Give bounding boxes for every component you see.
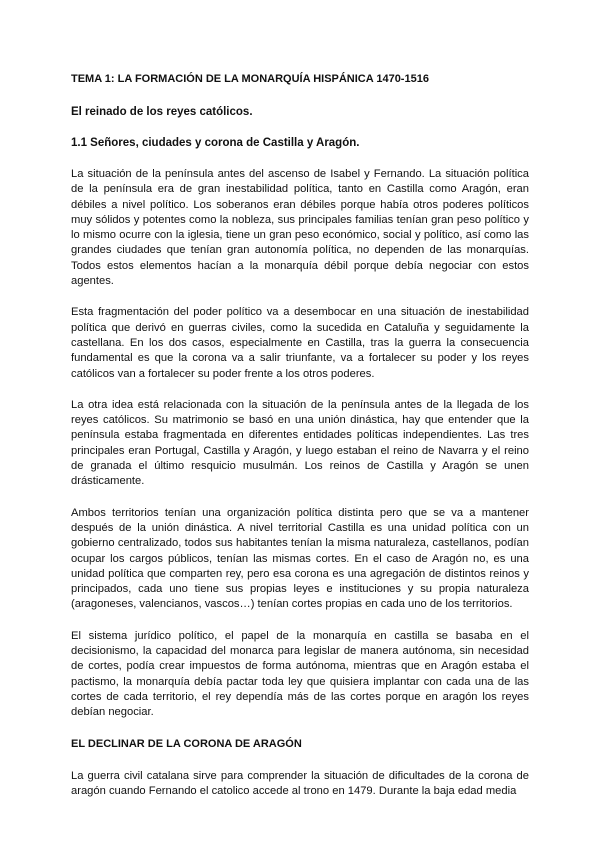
- paragraph-6: La guerra civil catalana sirve para comprender la situación de dificultades de la corona de aragón cuando Fernando el catolico accede al trono en 1479. Durante la baja edad media: [71, 769, 529, 797]
- paragraph-1: La situación de la península antes del ascenso de Isabel y Fernando. La situación política de la península era de gran inestabilidad política, tanto en Castilla como Aragón, eran débiles a nivel político. Los soberanos eran débiles porque había otros poderes políticos muy sólidos y potentes como la nobleza, sus principales familias tenían gran peso político y lo mismo ocurre con la iglesia, tiene un gran peso económico, social y político, así como las grandes ciudades que tenían gran autonomía política, no dependen de las monarquías. Todos estos elementos hacían a la monarquía débil porque debía negociar con estos agentes.: [71, 168, 529, 288]
- paragraph-4: Ambos territorios tenían una organización política distinta pero que se va a mantener después de la unión dinástica. A nivel territorial Castilla es una unidad política con un gobierno centralizado, todos sus habitantes tenían la misma naturaleza, castellanos, podían ocupar los cargos públicos, tenían las mismas cortes. En el caso de Aragón no, es una unidad política que comparten rey, pero esa corona es una agregación de distintos reinos y principados, cada uno tiene sus propias leyes e instituciones y su propia naturaleza (aragoneses, valencianos, vascos…) tenían cortes propias en cada uno de los territorios.: [71, 506, 529, 611]
- paragraph-5: El sistema jurídico político, el papel de la monarquía en castilla se basaba en el decisionismo, la capacidad del monarca para legislar de manera autónoma, sin necesidad de cortes, podía crear impuestos de forma autónoma, mientras que en Aragón estaba el pactismo, la monarquía debía pactar toda ley que quisiera implantar con cada una de las cortes de cada territorio, el rey dependía más de las cortes porque en aragón los reyes debían negociar.: [71, 629, 529, 719]
- paragraph-3: La otra idea está relacionada con la situación de la península antes de la llegada de los reyes católicos. Su matrimonio se basó en una unión dinástica, hay que entender que la península estaba fragmentada en diferentes entidades políticas independientes. Las tres principales eran Portugal, Castilla y Aragón, y luego estaban el reino de Navarra y el reino de granada el último resquicio musulmán. Los reinos de Castilla y Aragón se unen drásticamente.: [71, 398, 529, 488]
- section-heading-2: EL DECLINAR DE LA CORONA DE ARAGÓN: [71, 737, 302, 750]
- paragraph-2: Esta fragmentación del poder político va a desembocar en una situación de inestabilidad política que derivó en guerras civiles, como la sucedida en Cataluña y seguidamente la castellana. En los dos casos, especialmente en Castilla, tras la guerra la consecuencia fundamental es que la corona va a salir triunfante, va a fortalecer su poder y los reyes católicos van a fortalecer su poder frente a los otros poderes.: [71, 306, 529, 380]
- document-title: TEMA 1: LA FORMACIÓN DE LA MONARQUÍA HISPÁNICA 1470-1516: [71, 73, 429, 85]
- section-heading: 1.1 Señores, ciudades y corona de Castilla y Aragón.: [71, 137, 360, 149]
- document-subtitle: El reinado de los reyes católicos.: [71, 106, 253, 118]
